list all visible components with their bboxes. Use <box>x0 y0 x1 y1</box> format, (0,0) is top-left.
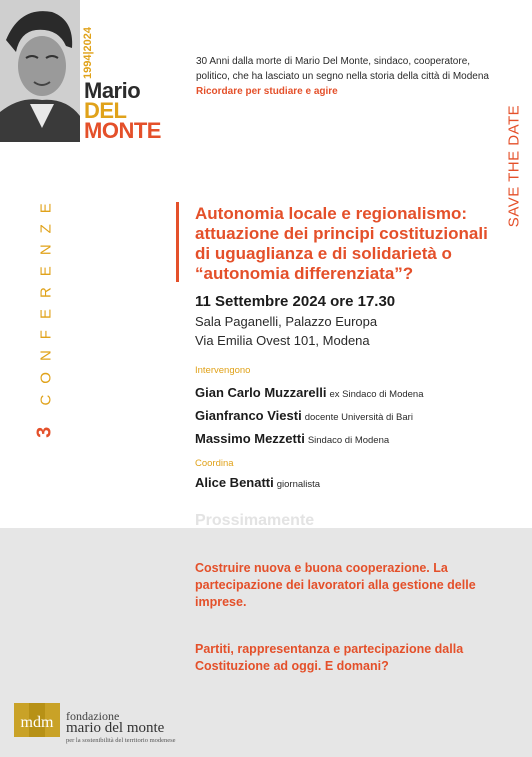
event-date: 11 Settembre 2024 ore 17.30 <box>195 293 396 310</box>
logo-letters: mdm <box>20 714 54 731</box>
event-venue: Sala Paganelli, Palazzo Europa <box>195 314 378 329</box>
speaker-role: Sindaco di Modena <box>307 435 390 446</box>
moderator-name: Alice Benatti <box>195 475 274 490</box>
upcoming-item: Partiti, rappresentanza e partecipazione dalla Costituzione ad oggi. E domani? <box>195 642 464 673</box>
series-number: 3 <box>33 420 56 438</box>
speakers-label: Intervengono <box>195 365 251 376</box>
speaker-name: Gianfranco Viesti <box>195 408 302 423</box>
save-the-date-label: SAVE THE DATE <box>505 104 523 228</box>
moderator-label: Coordina <box>195 458 234 469</box>
foundation-logo-mark <box>14 703 60 737</box>
years-label: 1994|2024 <box>82 26 94 80</box>
event-address: Via Emilia Ovest 101, Modena <box>195 333 370 348</box>
conferences-vertical-label <box>28 170 62 460</box>
foundation-subtitle: per la sostenibilità del territorio modenese <box>66 737 176 744</box>
speaker-role: docente Università di Bari <box>304 412 413 423</box>
speaker-name: Gian Carlo Muzzarelli <box>195 385 327 400</box>
moderator-item <box>195 475 320 490</box>
series-label: CONFERENZE <box>37 192 55 406</box>
speaker-name: Massimo Mezzetti <box>195 431 305 446</box>
speaker-role: ex Sindaco di Modena <box>329 389 424 400</box>
intro-tagline: Ricordare per studiare e agire <box>196 86 338 97</box>
intro-text: 30 Anni dalla morte di Mario Del Monte, sindaco, cooperatore, politico, che ha lasciato un segno nella storia della città di Modena <box>196 56 489 82</box>
upcoming-heading: Prossimamente <box>195 512 315 529</box>
name-del: DEL <box>84 98 127 123</box>
name-monte: MONTE <box>84 118 161 143</box>
moderator-role: giornalista <box>276 479 321 490</box>
speaker-item <box>195 408 413 423</box>
event-title: Autonomia locale e regionalismo: attuazione dei principi costituzionali di uguaglianza e di solidarietà o “autonomia differenziata”? <box>195 204 488 283</box>
name-first: Mario <box>84 78 141 103</box>
title-accent-bar <box>176 202 179 282</box>
intro-block <box>196 54 496 99</box>
upcoming-item: Costruire nuova e buona cooperazione. La partecipazione dei lavoratori alla gestione delle imprese. <box>195 561 476 609</box>
speaker-item <box>195 431 389 446</box>
foundation-line1: fondazione <box>66 709 120 723</box>
portrait-photo <box>0 0 80 142</box>
foundation-name: mario del monte <box>66 720 165 736</box>
speaker-item <box>195 385 424 400</box>
